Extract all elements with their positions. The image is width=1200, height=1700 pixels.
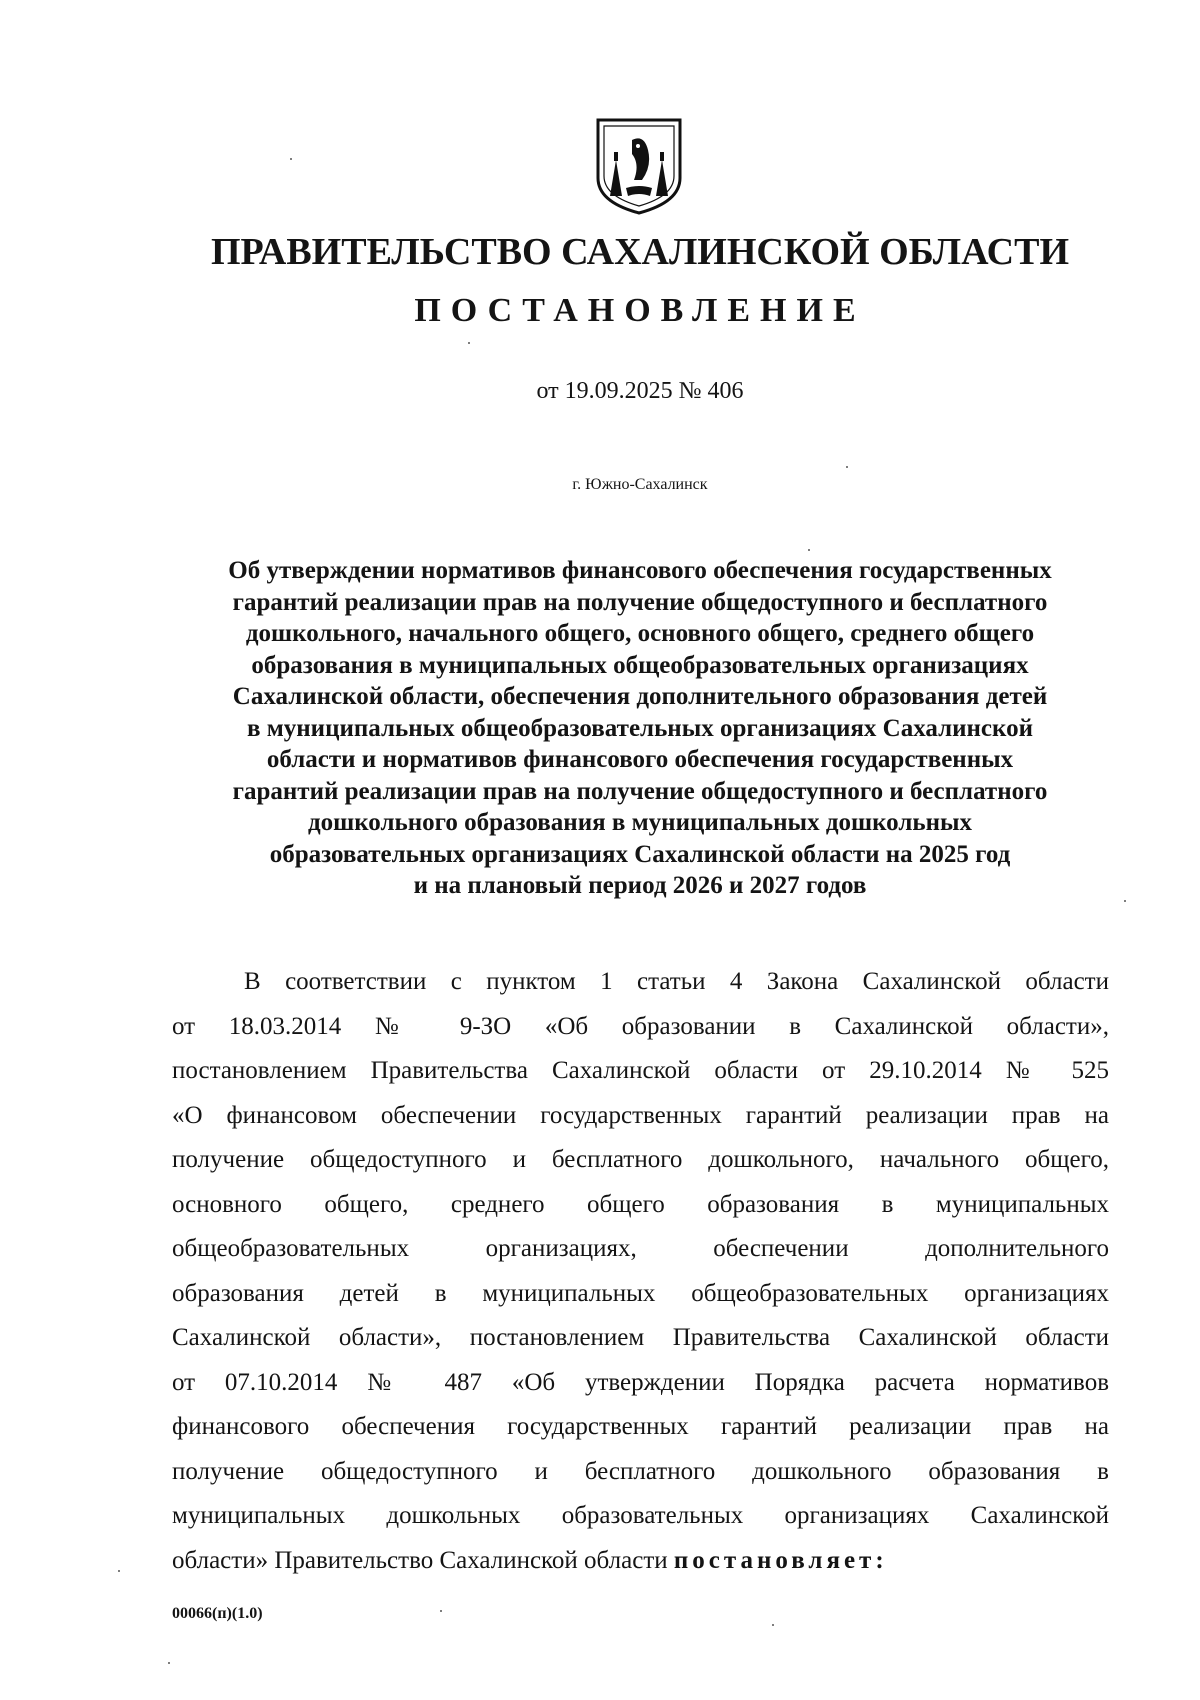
scan-speck	[846, 466, 848, 468]
subject-line: дошкольного образования в муниципальных дошкольных	[307, 809, 972, 836]
body-line: финансового обеспечения государственных гарантий реализации прав на	[172, 1413, 1109, 1440]
body-line: от 07.10.2014 № 487 «Об утверждении Порядка расчета нормативов	[172, 1368, 1109, 1396]
subject-line: образования в муниципальных общеобразовательных организациях	[251, 651, 1029, 679]
scan-speck	[440, 1610, 442, 1612]
scan-speck	[1124, 900, 1126, 902]
body-line: «О финансовом обеспечении государственных гарантий реализации прав на	[172, 1101, 1109, 1129]
subject-line: Об утверждении нормативов финансового обеспечения государственных	[228, 557, 1052, 584]
body-line: общеобразовательных организациях, обеспечении дополнительного	[172, 1235, 1109, 1262]
scan-speck	[808, 549, 810, 551]
body-line: В соответствии с пунктом 1 статьи 4 Закона Сахалинской области	[244, 968, 1109, 995]
scan-speck	[468, 342, 470, 344]
subject-line: дошкольного, начального общего, основного общего, среднего общего	[245, 620, 1035, 647]
scan-speck	[118, 1570, 120, 1572]
body-line: муниципальных дошкольных образовательных организациях Сахалинской	[172, 1502, 1109, 1529]
body-line: от 18.03.2014 № 9-ЗО «Об образовании в Сахалинской области»,	[172, 1012, 1109, 1040]
subject-line: гарантий реализации прав на получение общедоступного и бесплатного	[232, 777, 1048, 805]
body-line: образования детей в муниципальных общеобразовательных организациях	[172, 1279, 1109, 1307]
body-line: получение общедоступного и бесплатного дошкольного, начального общего,	[172, 1146, 1109, 1173]
document-date-number: от 19.09.2025 № 406	[536, 378, 744, 404]
body-line: основного общего, среднего общего образования в муниципальных	[172, 1190, 1109, 1218]
subject-line: образовательных организациях Сахалинской области на 2025 год	[269, 840, 1011, 868]
body-last-line	[172, 1539, 1109, 1584]
document-type-heading: ПОСТАНОВЛЕНИЕ	[414, 292, 866, 329]
scan-speck	[772, 1624, 774, 1626]
subject-line: в муниципальных общеобразовательных организациях Сахалинской	[246, 714, 1034, 742]
sakhalin-coat-of-arms-icon	[594, 116, 684, 216]
document-city: г. Южно-Сахалинск	[572, 476, 708, 493]
subject-line: гарантий реализации прав на получение общедоступного и бесплатного	[232, 588, 1048, 616]
document-subject	[160, 555, 1120, 902]
body-last-line-text: области» Правительство Сахалинской области	[172, 1546, 668, 1574]
subject-line: и на плановый период 2026 и 2027 годов	[413, 872, 867, 899]
scan-speck	[290, 158, 292, 160]
scan-speck	[168, 1662, 170, 1664]
body-paragraph	[172, 960, 1109, 1583]
government-title: ПРАВИТЕЛЬСТВО САХАЛИНСКОЙ ОБЛАСТИ	[210, 231, 1070, 273]
body-line: получение общедоступного и бесплатного дошкольного образования в	[172, 1457, 1109, 1485]
body-line: постановлением Правительства Сахалинской области от 29.10.2014 № 525	[172, 1057, 1109, 1084]
body-line: Сахалинской области», постановлением Правительства Сахалинской области	[172, 1324, 1109, 1351]
subject-line: области и нормативов финансового обеспечения государственных	[266, 746, 1014, 773]
resolves-keyword: постановляет:	[673, 1546, 888, 1574]
form-code: 00066(п)(1.0)	[172, 1605, 263, 1622]
subject-line: Сахалинской области, обеспечения дополнительного образования детей	[232, 683, 1048, 710]
